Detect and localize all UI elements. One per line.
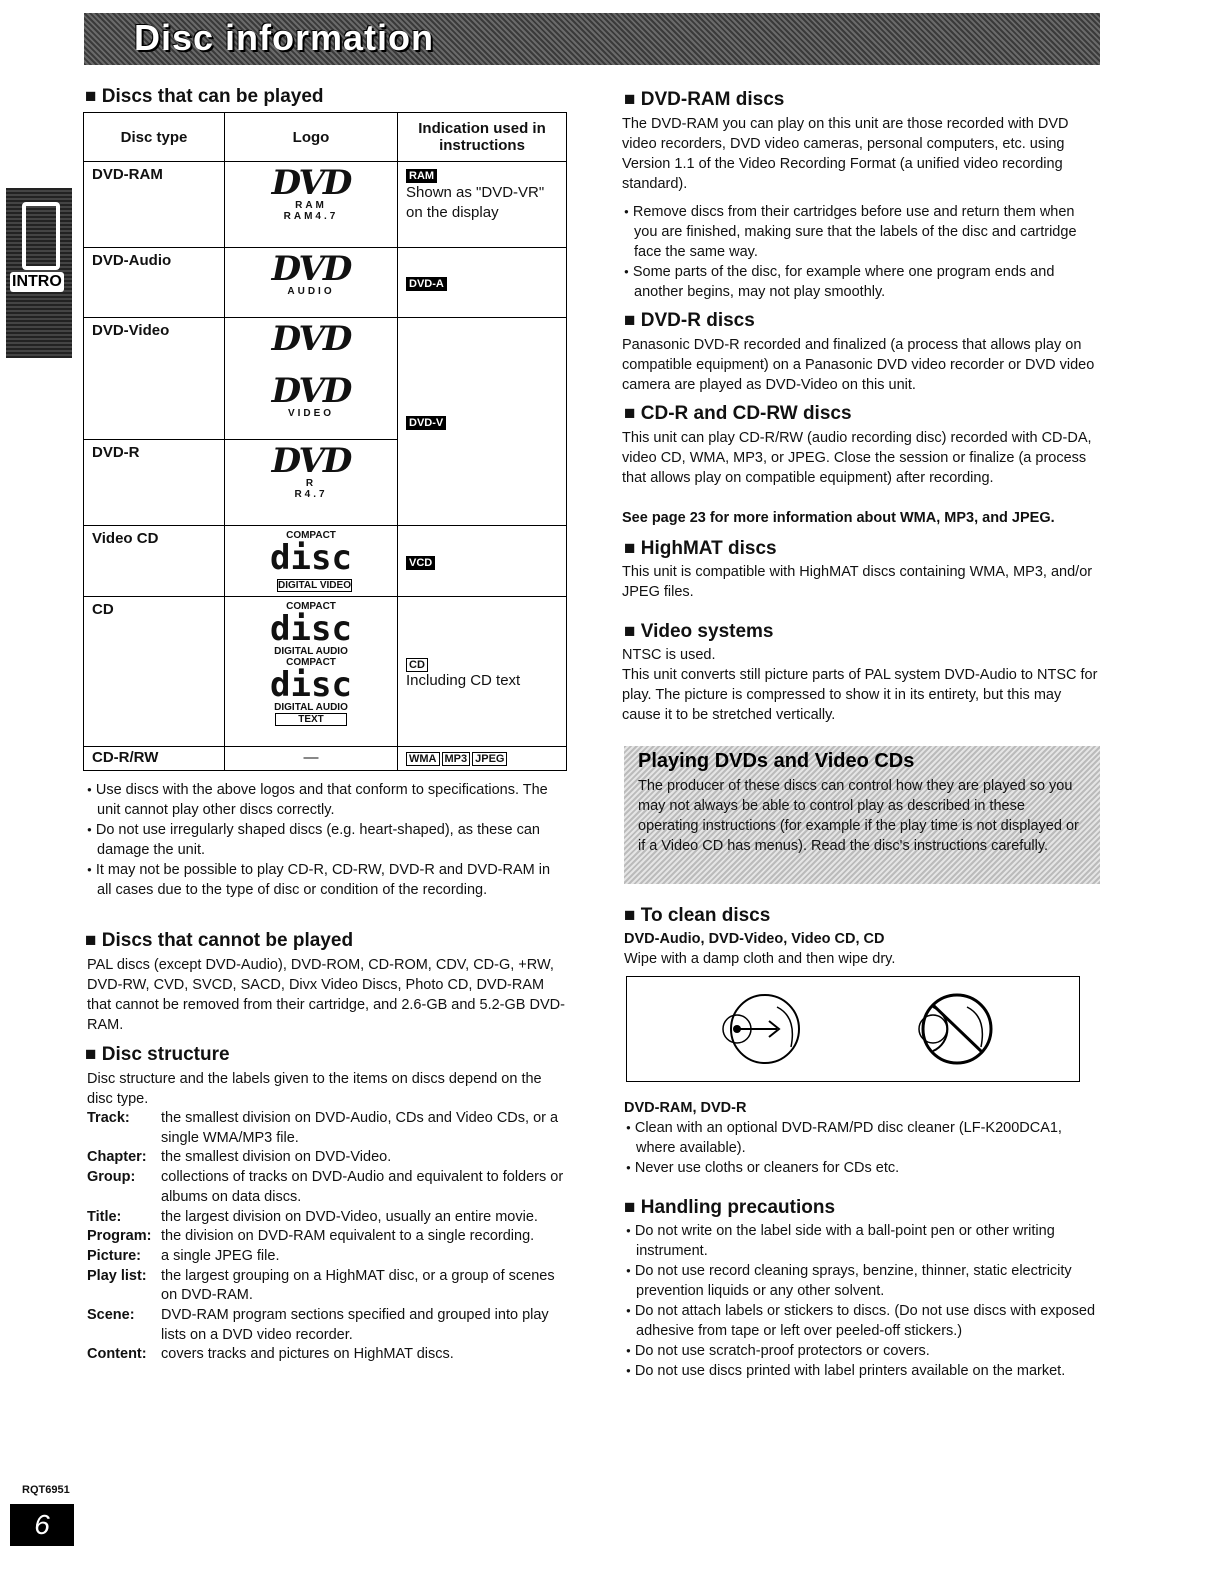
model-code: RQT6951 — [22, 1484, 70, 1496]
list-item: ● Use discs with the above logos and that conform to specifications. The unit cannot play other discs correctly. — [85, 780, 567, 820]
header-banner — [84, 13, 1100, 65]
term: Program: — [87, 1228, 152, 1245]
dvd-logo: DVD — [271, 319, 351, 359]
indication-cell — [398, 747, 567, 771]
list-item: ● Do not use discs printed with label printers available on the market. — [624, 1361, 1104, 1381]
desc: the smallest division on DVD-Video. — [161, 1149, 392, 1166]
mp3-badge: MP3 — [442, 752, 471, 766]
definition-item — [87, 1345, 571, 1365]
definition-list — [87, 1109, 571, 1365]
term: Picture: — [87, 1247, 141, 1264]
cleaning-illustration — [626, 976, 1080, 1082]
logo-sub: R — [305, 478, 317, 489]
indication-note: Including CD text — [406, 671, 521, 689]
list-item: ● Do not write on the label side with a ball-point pen or other writing instrument. — [624, 1221, 1104, 1261]
definition-item — [87, 1109, 571, 1148]
desc: DVD-RAM program sections specified and grouped into play lists on a DVD video recorder. — [161, 1307, 549, 1343]
definition-item — [87, 1168, 571, 1207]
door-icon — [22, 202, 60, 270]
definition-item — [87, 1306, 571, 1345]
table-header-row — [84, 113, 567, 162]
logo-sub: RAM — [295, 200, 327, 211]
logo-sub: AUDIO — [287, 286, 335, 297]
col-indication: Indication used in instructions — [398, 113, 567, 162]
clean-sub: DVD-Audio, DVD-Video, Video CD, CD — [624, 931, 885, 947]
table-row — [84, 318, 567, 440]
definition-item — [87, 1267, 571, 1306]
logo-sub2: RAM4.7 — [283, 211, 339, 222]
disc-type-cell: CD — [84, 597, 225, 747]
desc: a single JPEG file. — [161, 1247, 280, 1264]
disc-type-cell: Video CD — [84, 526, 225, 597]
playing-dvds-box — [624, 746, 1100, 884]
indication-note: Shown as "DVD-VR" on the display — [406, 184, 545, 221]
jpeg-badge: JPEG — [472, 752, 507, 766]
logo-sub2: R4.7 — [294, 489, 328, 500]
col-logo: Logo — [225, 113, 398, 162]
ram-clean-sub: DVD-RAM, DVD-R — [624, 1100, 747, 1116]
playing-text: The producer of these discs can control how they are played so you may not always be able to control play as described in these operating instructions (for example if the play time is not displayed or if a Video CD has menus). Read the disc's instructions carefully. — [638, 778, 1079, 854]
term: Group: — [87, 1169, 136, 1186]
indication-cell — [398, 318, 567, 526]
disc-logo: disc — [270, 538, 352, 578]
disc-type-cell: CD-R/RW — [84, 747, 225, 771]
indication-cell — [398, 526, 567, 597]
not-playable-text: PAL discs (except DVD-Audio), DVD-ROM, CD-ROM, CDV, CD-G, +RW, DVD-RW, CVD, SVCD, SACD, Divx Video Discs, Photo CD, DVD-RAM that cannot be removed from their cartridge, and 2.6-GB and 5.2-GB DVD-RAM. — [87, 957, 565, 1033]
list-item: ● Clean with an optional DVD-RAM/PD disc cleaner (LF-K200DCA1, where available). — [624, 1118, 1102, 1158]
dvd-logo: DVD — [271, 441, 351, 481]
logo-sub: DIGITAL AUDIO — [274, 646, 348, 657]
cleaning-diagram — [627, 977, 1079, 1081]
term: Chapter: — [87, 1149, 147, 1166]
table-row — [84, 162, 567, 248]
term: Play list: — [87, 1267, 147, 1284]
video-systems-heading: ■ Video systems — [624, 621, 774, 643]
ram-badge: RAM — [406, 169, 437, 183]
video-systems-text1: NTSC is used. — [622, 647, 716, 663]
highmat-heading: ■ HighMAT discs — [624, 538, 777, 560]
logo-sub: DIGITAL AUDIO — [274, 702, 348, 713]
term: Scene: — [87, 1307, 135, 1324]
dvd-ram-bullets — [622, 202, 1100, 302]
handling-bullets — [624, 1221, 1104, 1381]
dvd-r-text: Panasonic DVD-R recorded and finalized (a process that allows play on compatible equipment) on a Panasonic DVD video recorder or DVD video camera are played as DVD-Video on this unit. — [622, 337, 1095, 393]
clean-text: Wipe with a damp cloth and then wipe dry. — [624, 951, 896, 967]
disc-logo: disc — [270, 609, 352, 649]
structure-intro: Disc structure and the labels given to the items on discs depend on the disc type. — [87, 1071, 542, 1107]
definition-item — [87, 1247, 571, 1267]
cd-r-heading: ■ CD-R and CD-RW discs — [624, 403, 852, 425]
dvd-logo: DVD — [271, 249, 351, 289]
dvd-ram-text: The DVD-RAM you can play on this unit are those recorded with DVD video recorders, DVD video cameras, personal computers, etc. using Version 1.1 of the Video Recording Format (a unified video recording standard). — [622, 116, 1069, 192]
indication-cell — [398, 162, 567, 248]
list-item: ● Some parts of the disc, for example where one program ends and another begins, may not play smoothly. — [622, 262, 1100, 302]
not-playable-heading: ■ Discs that cannot be played — [85, 930, 353, 952]
wma-badge: WMA — [406, 752, 440, 766]
logo-top: COMPACT — [286, 601, 336, 612]
indication-cell — [398, 597, 567, 747]
dvd-r-heading: ■ DVD-R discs — [624, 310, 755, 332]
indication-cell — [398, 248, 567, 318]
structure-heading: ■ Disc structure — [85, 1044, 230, 1066]
dvd-logo: DVD — [271, 371, 351, 411]
desc: the largest grouping on a HighMAT disc, or a group of scenes on DVD-RAM. — [161, 1267, 555, 1304]
logo-cell — [225, 162, 398, 248]
logo-cell — [225, 248, 398, 318]
logo-cell — [225, 526, 398, 597]
page-number: 6 — [10, 1504, 74, 1546]
logo-cell — [225, 440, 398, 526]
disc-logo: disc — [270, 665, 352, 705]
list-item: ● Remove discs from their cartridges before use and return them when you are finished, making sure that the labels of the disc and cartridge face the same way. — [622, 202, 1100, 262]
correct-wipe-icon — [723, 995, 799, 1063]
cd-badge: CD — [406, 658, 428, 672]
definition-item — [87, 1208, 571, 1228]
list-item: ● Do not use record cleaning sprays, benzine, thinner, static electricity prevention liquids or any other solvent. — [624, 1261, 1104, 1301]
definition-item — [87, 1227, 571, 1247]
cd-r-text: This unit can play CD-R/RW (audio recording disc) recorded with CD-DA, video CD, WMA, MP3, or JPEG. Close the session or finalize (a process that allows play on compatible equipment) after recording. — [622, 430, 1092, 486]
list-item: ● Do not use scratch-proof protectors or covers. — [624, 1341, 1104, 1361]
term: Content: — [87, 1346, 147, 1363]
logo-cell — [225, 318, 398, 440]
logo-sub: VIDEO — [287, 408, 335, 419]
definition-item — [87, 1148, 571, 1168]
term: Title: — [87, 1208, 122, 1225]
logo-cell: — — [225, 747, 398, 771]
table-row — [84, 526, 567, 597]
disc-type-cell: DVD-Audio — [84, 248, 225, 318]
dvd-v-badge: DVD-V — [406, 416, 446, 430]
list-item: ● It may not be possible to play CD-R, CD-RW, DVD-R and DVD-RAM in all cases due to the type of disc or condition of the recording. — [85, 860, 567, 900]
term: Track: — [87, 1110, 130, 1126]
disc-type-cell: DVD-RAM — [84, 162, 225, 248]
list-item: ● Do not attach labels or stickers to discs. (Do not use discs with exposed adhesive from tape or left over peeled-off stickers.) — [624, 1301, 1104, 1341]
clean-heading: ■ To clean discs — [624, 905, 770, 927]
logo-sub2: TEXT — [275, 713, 347, 726]
disc-type-cell: DVD-R — [84, 440, 225, 526]
dvd-ram-heading: ■ DVD-RAM discs — [624, 89, 784, 111]
highmat-text: This unit is compatible with HighMAT discs containing WMA, MP3, and/or JPEG files. — [622, 564, 1093, 600]
desc: collections of tracks on DVD-Audio and equivalent to folders or albums on data discs. — [161, 1169, 564, 1205]
handling-heading: ■ Handling precautions — [624, 1197, 835, 1219]
intro-tab-label: INTRO — [12, 273, 62, 290]
table-row — [84, 597, 567, 747]
cd-r-note: See page 23 for more information about WMA, MP3, and JPEG. — [622, 510, 1055, 526]
playing-title: Playing DVDs and Video CDs — [638, 750, 915, 772]
dvd-a-badge: DVD-A — [406, 277, 447, 291]
col-disc-type: Disc type — [84, 113, 225, 162]
desc: the largest division on DVD-Video, usually an entire movie. — [161, 1208, 538, 1225]
table-row — [84, 747, 567, 771]
desc: the division on DVD-RAM equivalent to a single recording. — [161, 1228, 535, 1245]
video-systems-text2: This unit converts still picture parts of PAL system DVD-Audio to NTSC for play. The picture is compressed to show it in its entirety, but this may cause it to be stretched vertically. — [622, 667, 1098, 723]
logo-cell — [225, 597, 398, 747]
list-item: ● Never use cloths or cleaners for CDs etc. — [624, 1158, 1102, 1178]
desc: covers tracks and pictures on HighMAT discs. — [161, 1346, 454, 1363]
page-title: Disc information — [134, 17, 435, 58]
table-row — [84, 248, 567, 318]
playable-heading: ■ Discs that can be played — [85, 86, 324, 108]
clean-bullets — [624, 1118, 1102, 1178]
dvd-logo: DVD — [271, 163, 351, 203]
logo-sub: DIGITAL VIDEO — [278, 580, 351, 591]
intro-tab — [6, 188, 72, 358]
playable-bullets — [85, 780, 567, 900]
desc: the smallest division on DVD-Audio, CDs and Video CDs, or a single WMA/MP3 file. — [161, 1110, 559, 1146]
disc-type-cell: DVD-Video — [84, 318, 225, 440]
disc-table — [83, 112, 567, 771]
logo-top: COMPACT — [286, 530, 336, 541]
logo-top: COMPACT — [286, 657, 336, 668]
vcd-badge: VCD — [406, 556, 435, 570]
list-item: ● Do not use irregularly shaped discs (e.g. heart-shaped), as these can damage the unit. — [85, 820, 567, 860]
wrong-wipe-icon — [919, 995, 991, 1063]
